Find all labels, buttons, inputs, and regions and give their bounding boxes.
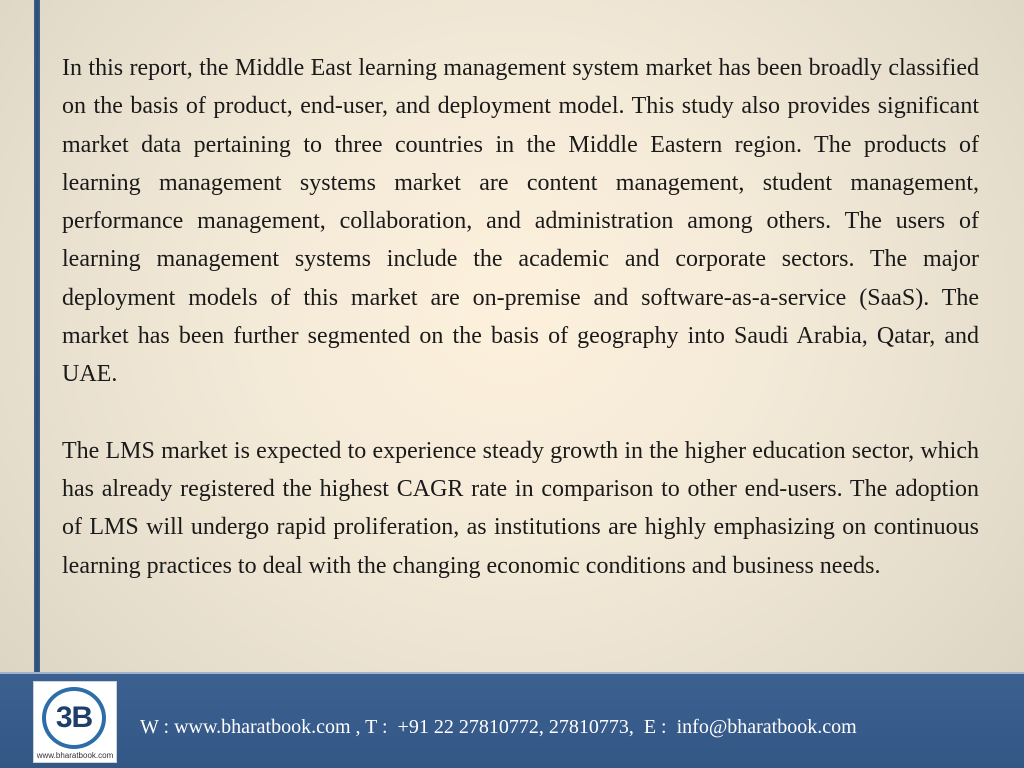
paragraph-market-classification: In this report, the Middle East learning management system market has been broadly classified on the basis of product, end-user, and deployment model. This study also provides significant market data pertaining to three countries in the Middle Eastern region. The products of learning management systems market are content management, student management, performance management, collaboration, and administration among others. The users of learning management systems include the academic and corporate sectors. The major deployment models of this market are on-premise and software-as-a-service (SaaS). The market has been further segmented on the basis of geography into Saudi Arabia, Qatar, and UAE. — [62, 55, 979, 388]
paragraph-lms-growth: The LMS market is expected to experience steady growth in the higher education sector, which has already registered the highest CAGR rate in comparison to other end-users. The adoption of LMS will undergo rapid proliferation, as institutions are highly emphasizing on continuous learning practices to deal with the changing economic conditions and business needs. — [62, 437, 979, 579]
footer-bar — [0, 672, 1024, 768]
logo-caption: www.bharatbook.com — [36, 751, 114, 760]
left-accent-bar — [34, 0, 40, 672]
contact-info: W : www.bharatbook.com , T : +91 22 27810772, 27810773, E : info@bharatbook.com — [140, 716, 857, 738]
slide-body — [62, 49, 979, 585]
bharatbook-logo[interactable] — [33, 681, 117, 763]
logo-3b-icon: 3B — [42, 687, 106, 749]
